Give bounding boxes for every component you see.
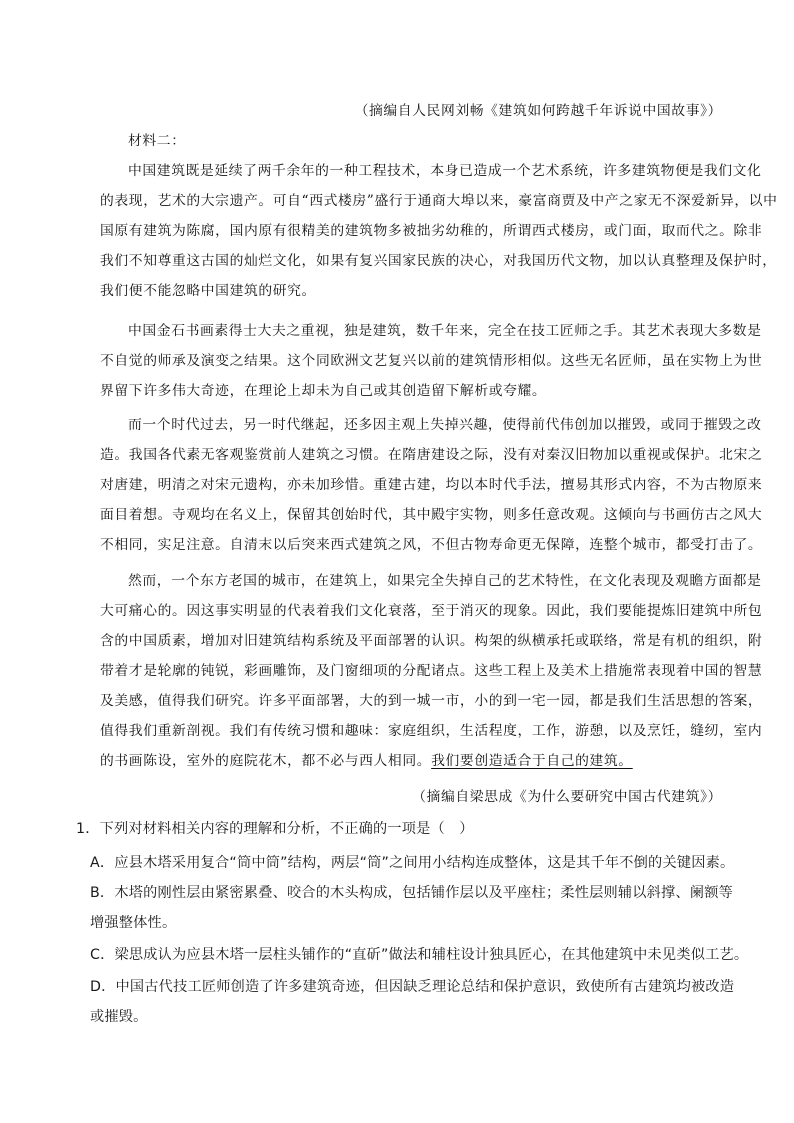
source-citation-1: （摘编自人民网刘畅《建筑如何跨越千年诉说中国故事》） [354,103,722,119]
option-b[interactable]: B．木塔的刚性层由紧密累叠、咬合的木头构成，包括铺作层以及平座柱；柔性层则辅以斜撑、阑额等 [90,885,733,901]
paragraph-line-last [100,746,633,776]
paragraph-line: 的表现，艺术的大宗遗产。可自“西式楼房”盛行于通商大埠以来，豪富商贾及中产之家无不深爱新异，以中 [100,193,778,209]
paragraph-line: 面目着想。寺观均在名义上，保留其创始时代，其中殿宇实物，则多任意改观。这倾向与书画仿古之风大 [100,507,763,523]
paragraph-line: 界留下许多伟大奇迹，在理论上却未为自己或其创造留下解析或夸耀。 [100,383,547,399]
paragraph-line: 对唐建，明清之对宋元遗构，亦未加珍惜。重建古建，均以本时代手法，擅易其形式内容，不为古物原来 [100,477,763,493]
option-b-continued: 增强整体性。 [90,915,177,931]
paragraph-text: 的书画陈设，室外的庭院花木，都不必与西人相同。 [100,753,432,769]
paragraph-line: 中国建筑既是延续了两千余年的一种工程技术，本身已造成一个艺术系统，许多建筑物便是我们文化 [128,163,762,179]
question-stem: 1．下列对材料相关内容的理解和分析，不正确的一项是（ ） [76,821,474,837]
paragraph-line: 不自觉的师承及演变之结果。这个同欧洲文艺复兴以前的建筑情形相似。这些无名匠师，虽在实物上为世 [100,353,763,369]
paragraph-line: 我们不知尊重这古国的灿烂文化，如果有复兴国家民族的决心，对我国历代文物，加以认真整理及保护时， [100,253,777,269]
paragraph-line: 而一个时代过去，另一时代继起，还多因主观上失掉兴趣，使得前代伟创加以摧毁，或同于摧毁之改 [128,417,762,433]
option-a[interactable]: A．应县木塔采用复合“筒中筒”结构，两层“筒”之间用小结构连成整体，这是其千年不倒的关键因素。 [90,855,735,871]
paragraph-line: 值得我们重新剖视。我们有传统习惯和趣味：家庭组织，生活程度，工作，游憩，以及烹饪，缝纫，室内 [100,723,763,739]
paragraph-line: 造。我国各代素无客观鉴赏前人建筑之习惯。在隋唐建设之际，没有对秦汉旧物加以重视或保护。北宋之 [100,447,763,463]
source-citation-2: （摘编自梁思成《为什么要研究中国古代建筑》） [412,789,722,805]
option-c[interactable]: C．梁思成认为应县木塔一层柱头铺作的“直斫”做法和辅柱设计独具匠心，在其他建筑中未见类似工艺。 [90,947,749,963]
option-d[interactable]: D．中国古代技工匠师创造了许多建筑奇迹，但因缺乏理论总结和保护意识，致使所有古建筑均被改造 [90,979,735,995]
option-d-continued: 或摧毁。 [90,1009,148,1025]
paragraph-line: 然而，一个东方老国的城市，在建筑上，如果完全失掉自己的艺术特性，在文化表现及观瞻方面都是 [128,573,762,589]
paragraph-line: 国原有建筑为陈腐，国内原有很精美的建筑物多被拙劣幼稚的，所谓西式楼房，或门面，取而代之。除非 [100,223,763,239]
paragraph-line: 大可痛心的。因这事实明显的代表着我们文化衰落，至于消灭的现象。因此，我们要能提炼旧建筑中所包 [100,603,763,619]
paragraph-line: 带着才是轮廓的钝锐，彩画雕饰，及门窗细项的分配诸点。这些工程上及美术上措施常表现着中国的智慧 [100,663,763,679]
paragraph-line: 及美感，值得我们研究。许多平面部署，大的到一城一市，小的到一宅一园，都是我们生活思想的答案， [100,693,763,709]
paragraph-line: 含的中国质素，增加对旧建筑结构系统及平面部署的认识。构架的纵横承托或联络，常是有机的组织，附 [100,633,763,649]
paragraph-line: 我们便不能忽略中国建筑的研究。 [100,283,316,299]
paragraph-line: 中国金石书画素得士大夫之重视，独是建筑，数千年来，完全在技工匠师之手。其艺术表现大多数是 [128,323,762,339]
paragraph-line: 不相同，实足注意。自清末以后突来西式建筑之风，不但古物寿命更无保障，连整个城市，都受打击了。 [100,537,763,553]
material-2-heading: 材料二： [128,133,186,149]
underlined-sentence: 我们要创造适合于自己的建筑。 [431,753,633,769]
